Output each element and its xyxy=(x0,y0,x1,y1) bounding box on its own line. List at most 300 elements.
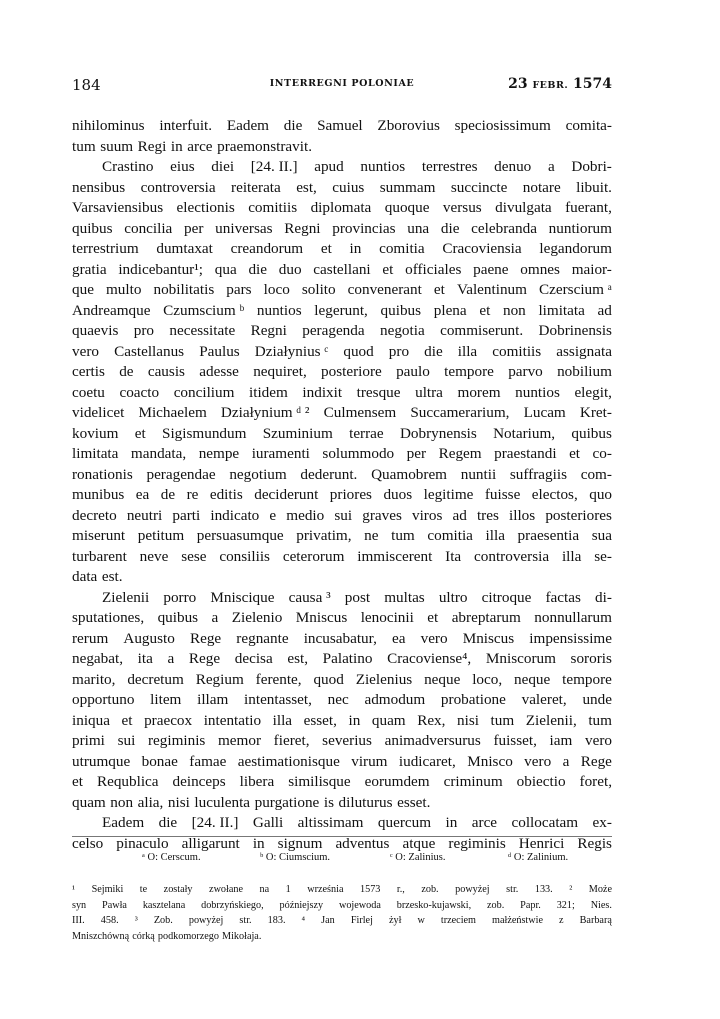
word: 133. xyxy=(534,884,553,895)
word: in xyxy=(348,711,361,729)
word: Zielenio xyxy=(231,609,283,626)
word: suffragiis xyxy=(509,465,567,483)
word: decretum xyxy=(127,670,184,688)
word: Culmensem xyxy=(323,404,397,421)
word: ² xyxy=(569,884,573,895)
word: quam xyxy=(371,711,406,729)
word: per xyxy=(184,219,204,237)
word: Samuel xyxy=(317,117,363,134)
word: 458. xyxy=(100,915,119,926)
word: et xyxy=(121,711,133,729)
word: nonnullarum xyxy=(534,609,612,626)
text-line xyxy=(72,752,612,773)
text-line xyxy=(72,403,612,424)
word: et xyxy=(134,424,146,442)
text-line xyxy=(72,629,612,650)
text-line xyxy=(72,588,612,609)
word: paulo xyxy=(396,363,430,380)
word: illa xyxy=(485,527,505,544)
word: podkomorzego xyxy=(157,930,219,942)
word: ultra xyxy=(415,383,443,401)
word: intentasset, xyxy=(244,691,312,708)
body-text xyxy=(72,116,612,854)
word: est, xyxy=(287,650,309,667)
word: sese xyxy=(181,547,207,565)
footnotes xyxy=(72,882,612,944)
word: obiectio xyxy=(516,773,566,790)
word: et xyxy=(72,773,83,790)
word: arce xyxy=(187,137,213,155)
word: viros xyxy=(411,506,443,524)
word: nensibus xyxy=(72,178,126,196)
apparatus-note: ᵇ O: Ciumscium. xyxy=(260,852,331,863)
word: pro xyxy=(388,342,410,360)
text-line xyxy=(72,731,612,752)
word: vero xyxy=(420,629,448,647)
word: illam xyxy=(197,691,229,708)
word: libuit. xyxy=(576,178,612,196)
word: legerunt, xyxy=(314,301,368,319)
word: gratia xyxy=(72,260,107,278)
word: fuisse xyxy=(484,486,521,503)
word: foret, xyxy=(579,773,612,790)
word: qua xyxy=(214,260,237,278)
word: electionis xyxy=(176,199,235,216)
word: ea xyxy=(392,629,406,647)
word: tum xyxy=(72,137,96,155)
word: coetu xyxy=(72,383,105,401)
word: privatim, xyxy=(296,527,352,544)
word: sororis xyxy=(570,650,612,667)
word: marito, xyxy=(72,670,116,688)
word: comitiis xyxy=(248,199,298,216)
word: primi xyxy=(72,732,105,749)
word: Paulus xyxy=(199,342,240,360)
word: priores xyxy=(329,486,372,503)
word: posteriore xyxy=(321,363,382,380)
word: data xyxy=(72,568,98,585)
word: speciosissimum xyxy=(454,117,551,134)
word: Mikołaja. xyxy=(222,930,262,942)
word: tresque xyxy=(356,383,401,401)
word: loco, xyxy=(472,670,503,688)
word: bonae xyxy=(141,752,178,770)
word: Czumscium ᵇ xyxy=(163,301,245,319)
word: Dobrynensis xyxy=(399,424,477,442)
text-line xyxy=(72,137,612,158)
word: iam xyxy=(549,732,573,749)
word: coacto xyxy=(119,383,160,401)
word: castellani xyxy=(313,260,371,278)
word: diluturus xyxy=(338,793,393,811)
word: opportuno xyxy=(72,691,135,708)
word: co- xyxy=(592,445,612,462)
text-line xyxy=(72,608,612,629)
word: necessitate xyxy=(169,322,236,339)
word: Mniscus xyxy=(295,609,348,626)
apparatus-note: ᵃ O: Cerscum. xyxy=(142,852,201,863)
word: se- xyxy=(594,547,612,565)
word: zostały xyxy=(163,884,193,895)
word: ne xyxy=(364,527,379,544)
word: arce xyxy=(471,814,498,831)
word: Augusto xyxy=(123,629,175,647)
word: electos, xyxy=(531,486,578,503)
word: ferente, xyxy=(255,670,302,688)
word: alligarunt xyxy=(181,834,240,852)
word: valeret, xyxy=(521,691,567,708)
word: Mnisco xyxy=(467,752,513,770)
word: factas xyxy=(545,588,581,606)
word: tres xyxy=(476,506,499,524)
word: Regi xyxy=(137,137,167,155)
word: ultro xyxy=(438,588,468,606)
word: indicebantur¹; xyxy=(118,260,204,278)
word: praemonstravit. xyxy=(217,137,312,155)
word: dobrzyńskiego, xyxy=(201,899,264,911)
word: re xyxy=(186,486,199,503)
word: Sejmiki xyxy=(91,884,124,895)
word: munibus xyxy=(72,486,125,503)
word: utrumque xyxy=(72,752,131,770)
word: tempore xyxy=(562,670,612,688)
word: die xyxy=(248,260,268,278)
word: nisi xyxy=(167,793,190,811)
text-line xyxy=(72,178,612,199)
word: Regium xyxy=(195,670,244,688)
word: Regni xyxy=(250,322,287,339)
word: Zielenius xyxy=(355,670,413,688)
word: omnes xyxy=(520,260,560,278)
word: certis xyxy=(72,363,105,380)
word: reiterata xyxy=(231,178,281,196)
word: elegit, xyxy=(574,383,612,401)
word: non xyxy=(110,793,134,811)
word: Eadem xyxy=(102,814,145,831)
word: persuasumque xyxy=(196,527,284,544)
word: alia, xyxy=(137,793,164,811)
word: et xyxy=(382,260,394,278)
word: probatione xyxy=(440,691,506,708)
word: Dobrinensis xyxy=(538,322,612,339)
text-line xyxy=(72,239,612,260)
word: turbarent xyxy=(72,547,127,565)
word: Może xyxy=(588,884,612,895)
word: nuntios xyxy=(515,383,560,401)
text-line xyxy=(72,383,612,404)
word: et xyxy=(433,281,445,298)
word: porro xyxy=(163,588,197,606)
word: regiminis xyxy=(448,834,506,852)
word: eorumdem xyxy=(364,773,430,790)
word: quibus xyxy=(72,219,113,237)
word: Palatino xyxy=(322,650,373,667)
word: fuerant, xyxy=(565,199,612,216)
word: ceterorum xyxy=(282,547,345,565)
word: ex- xyxy=(592,814,612,831)
word: posteriores xyxy=(545,506,612,524)
word: mandata, xyxy=(130,445,187,462)
word: kovium xyxy=(72,424,119,442)
word: neve xyxy=(139,547,169,565)
word: Succamerarium, xyxy=(410,404,510,421)
word: is xyxy=(323,793,334,811)
word: versus xyxy=(442,199,482,216)
word: Sigismundum xyxy=(162,424,247,442)
word: ad xyxy=(452,506,467,524)
text-line xyxy=(72,813,612,834)
word: in xyxy=(445,814,458,831)
word: nuntii xyxy=(460,465,497,483)
word: Varsaviensibus xyxy=(72,199,164,216)
word: et xyxy=(479,301,491,319)
word: per xyxy=(406,445,427,462)
word: quibus xyxy=(157,609,199,626)
footnote-line xyxy=(72,913,612,929)
word: z xyxy=(559,915,564,926)
word: criminum xyxy=(443,773,503,790)
word: die xyxy=(158,814,178,831)
word: nisi xyxy=(457,711,479,729)
word: Crastino xyxy=(102,158,154,175)
word: peragendae xyxy=(146,465,216,483)
word: eius xyxy=(170,158,195,175)
word: est, xyxy=(296,178,317,196)
word: illa xyxy=(561,547,582,565)
apparatus-note: ᵈ O: Zalinium. xyxy=(508,852,569,863)
word: quibus xyxy=(380,301,422,319)
word: quo xyxy=(589,486,612,503)
word: Regis xyxy=(577,834,612,852)
footnote-separator xyxy=(72,836,612,837)
word: comitiis xyxy=(492,342,542,360)
word: pinaculo xyxy=(116,834,169,852)
word: illos xyxy=(509,506,536,524)
word: a xyxy=(211,609,219,626)
word: r., xyxy=(396,884,405,895)
date-year: 1574 xyxy=(568,76,612,92)
word: Zob. xyxy=(153,915,173,926)
word: pars xyxy=(226,281,252,298)
text-line xyxy=(72,362,612,383)
word: in xyxy=(349,240,362,257)
word: Notarium, xyxy=(493,424,556,442)
word: Nies. xyxy=(590,899,612,911)
word: comitia xyxy=(427,527,473,544)
word: Eadem xyxy=(226,117,269,134)
word: quibus xyxy=(571,424,612,442)
word: una xyxy=(407,219,430,237)
text-line xyxy=(72,649,612,670)
word: a xyxy=(547,158,555,175)
word: abreptarum xyxy=(451,609,521,626)
word: Działynius ᶜ xyxy=(254,342,329,360)
word: decreto xyxy=(72,506,117,524)
text-line xyxy=(72,321,612,342)
text-line xyxy=(72,260,612,281)
text-line xyxy=(72,772,612,793)
word: dederunt. xyxy=(300,465,358,483)
word: duo xyxy=(278,260,302,278)
word: collocatam xyxy=(511,814,579,831)
word: videlicet xyxy=(72,404,125,421)
word: virum xyxy=(351,752,388,770)
word: iudicaret, xyxy=(398,752,456,770)
word: terrae xyxy=(349,424,384,442)
word: tempore xyxy=(444,363,494,380)
word: memor xyxy=(217,732,262,749)
word: universas xyxy=(215,219,273,237)
page-header xyxy=(72,76,612,96)
word: ea xyxy=(135,486,150,503)
word: córką xyxy=(132,930,155,942)
word: iuramenti xyxy=(251,445,310,462)
word: die xyxy=(424,342,443,360)
word: Barbarą xyxy=(579,915,612,926)
word: unde xyxy=(582,691,612,708)
word: te xyxy=(139,884,148,895)
word: rerum xyxy=(72,629,109,647)
text-line xyxy=(72,793,612,814)
word: libera xyxy=(239,773,275,790)
word: [24. II.] xyxy=(250,158,298,175)
word: controversia xyxy=(140,178,216,196)
word: Mniszchówną xyxy=(72,930,130,942)
footnote-line xyxy=(72,929,612,945)
word: famae xyxy=(189,752,227,770)
text-line xyxy=(72,342,612,363)
word: Lucam xyxy=(523,404,566,421)
word: solito xyxy=(301,281,336,298)
word: nuntios xyxy=(360,158,406,175)
word: str. xyxy=(239,915,252,926)
word: miserunt xyxy=(72,527,126,544)
word: Działynium ᵈ ² xyxy=(220,404,310,421)
word: e xyxy=(269,506,277,524)
word: que xyxy=(72,281,94,298)
word: apud xyxy=(314,158,344,175)
word: lenocinii xyxy=(360,609,414,626)
word: multas xyxy=(384,588,425,606)
word: a xyxy=(167,650,175,667)
word: quaevis xyxy=(72,322,119,339)
word: de xyxy=(160,486,176,503)
word: illa xyxy=(272,711,293,729)
header-date xyxy=(508,76,612,92)
word: est. xyxy=(101,568,123,585)
text-line xyxy=(72,567,612,588)
word: die xyxy=(440,219,460,237)
word: Kret- xyxy=(579,404,612,421)
word: Cracoviensia xyxy=(442,240,522,257)
word: adesse xyxy=(199,363,239,380)
word: tum xyxy=(490,711,515,729)
word: tum xyxy=(391,527,415,544)
word: comita- xyxy=(565,117,612,134)
word: denuo xyxy=(494,158,532,175)
word: divulgata xyxy=(495,199,552,216)
word: officiales xyxy=(405,260,462,278)
word: vero xyxy=(584,732,612,749)
word: Zielenii, xyxy=(525,711,577,729)
book-page xyxy=(72,76,612,942)
word: Zborovius xyxy=(377,117,440,134)
word: sputationes, xyxy=(72,609,145,626)
word: die xyxy=(283,117,303,134)
date-day: 23 xyxy=(508,76,533,92)
word: neque xyxy=(424,670,461,688)
word: a xyxy=(562,752,570,770)
word: kasztelana xyxy=(142,899,186,911)
word: petitum xyxy=(137,527,185,544)
word: medio xyxy=(286,506,325,524)
text-line xyxy=(72,465,612,486)
word: solummodo xyxy=(322,445,395,462)
word: Rex, xyxy=(417,711,446,729)
word: w xyxy=(417,915,425,926)
word: vero xyxy=(524,752,552,770)
word: Jan xyxy=(321,915,335,926)
word: małżeństwie xyxy=(492,915,543,926)
word: negabat, xyxy=(72,650,124,667)
word: ronationis xyxy=(72,465,133,483)
word: severius xyxy=(322,732,372,749)
word: brzesko-kujawski, xyxy=(396,899,472,911)
word: negotia xyxy=(380,322,425,339)
word: żył xyxy=(388,915,402,926)
word: nobilitatis xyxy=(153,281,215,298)
word: quod xyxy=(343,342,374,360)
word: deinceps xyxy=(172,773,226,790)
word: sui xyxy=(334,506,353,524)
apparatus-note: ᶜ O: Zalinius. xyxy=(390,852,446,863)
word: plena xyxy=(433,301,467,319)
word: litem xyxy=(150,691,182,708)
text-line xyxy=(72,301,612,322)
word: limitata xyxy=(72,445,119,462)
word: diei xyxy=(211,158,235,175)
word: in xyxy=(252,834,265,852)
word: decisa xyxy=(234,650,273,667)
word: commiserunt. xyxy=(440,322,524,339)
word: et xyxy=(427,609,439,626)
word: wojewoda xyxy=(338,899,381,911)
word: pro xyxy=(133,322,155,339)
word: luculenta xyxy=(194,793,251,811)
text-line xyxy=(72,198,612,219)
running-title: INTERREGNI POLONIAE xyxy=(269,78,415,89)
word: Valentinum xyxy=(456,281,527,298)
word: powyżej xyxy=(455,884,490,895)
word: późniejszy xyxy=(279,899,324,911)
word: itidem xyxy=(249,383,288,401)
word: 1 xyxy=(285,884,291,895)
word: et xyxy=(320,240,332,257)
word: parvo xyxy=(508,363,543,380)
word: indixit xyxy=(302,383,343,401)
word: zob. xyxy=(421,884,439,895)
word: legandorum xyxy=(539,240,612,257)
word: str. xyxy=(506,884,519,895)
word: zob. xyxy=(487,899,505,911)
word: Mniscique xyxy=(210,588,275,606)
word: similisque xyxy=(288,773,351,790)
word: concilia xyxy=(124,219,173,237)
word: Szuminium xyxy=(262,424,333,442)
word: celso xyxy=(72,834,104,852)
word: Papr. xyxy=(520,899,541,911)
word: purgatione xyxy=(254,793,320,811)
